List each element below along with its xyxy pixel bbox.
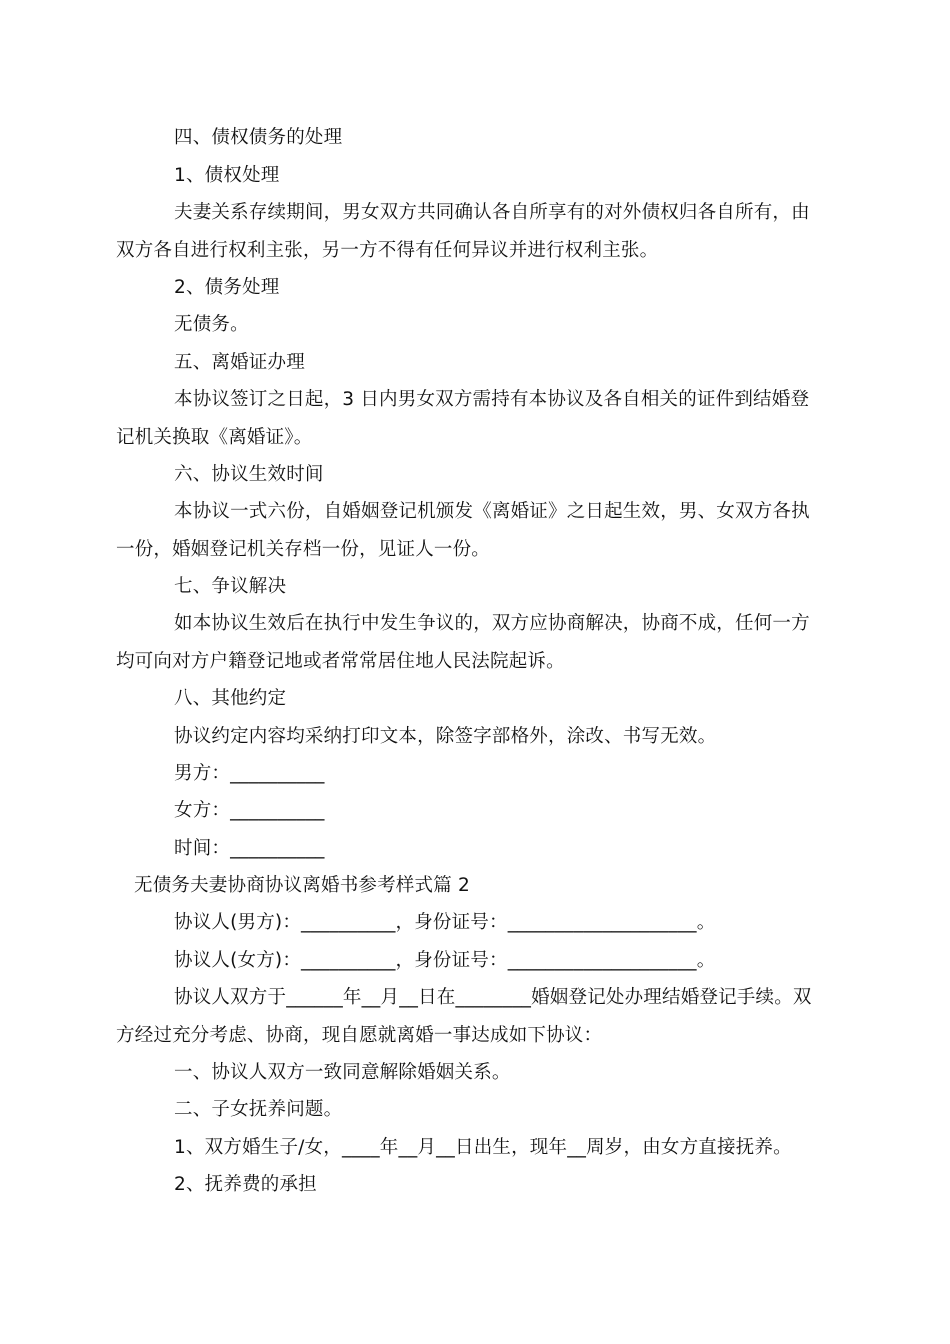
paragraph-line: 双方各自进行权利主张，另一方不得有任何异议并进行权利主张。 [116, 240, 659, 261]
signature-line-female: 女方：__________ [174, 800, 325, 821]
signature-line-date: 时间：__________ [174, 838, 325, 859]
subsection-heading: 2、债务处理 [174, 277, 280, 298]
paragraph-line: 均可向对方户籍登记地或者常常居住地人民法院起诉。 [116, 651, 565, 672]
paragraph-line: 方经过充分考虑、协商，现自愿就离婚一事达成如下协议： [116, 1025, 603, 1046]
paragraph-line: 协议约定内容均采纳打印文本，除签字部格外，涂改、书写无效。 [174, 726, 717, 747]
section-heading: 五、离婚证办理 [174, 352, 305, 373]
subsection-heading: 1、债权处理 [174, 165, 280, 186]
section-heading: 一、协议人双方一致同意解除婚姻关系。 [174, 1062, 511, 1083]
signature-line-male: 男方：__________ [174, 763, 325, 784]
document-title: 无债务夫妻协商协议离婚书参考样式篇 2 [134, 875, 470, 896]
section-heading: 八、其他约定 [174, 688, 287, 709]
paragraph-line: 协议人双方于______年__月__日在________婚姻登记处办理结婚登记手续。双 [174, 987, 812, 1008]
paragraph-line: 本协议签订之日起，3 日内男女双方需持有本协议及各自相关的证件到结婚登 [174, 389, 810, 410]
paragraph-line: 1、双方婚生子/女，____年__月__日出生，现年__周岁，由女方直接抚养。 [174, 1137, 792, 1158]
paragraph-line: 夫妻关系存续期间，男女双方共同确认各自所享有的对外债权归各自所有，由 [174, 202, 810, 223]
paragraph-line: 一份，婚姻登记机关存档一份，见证人一份。 [116, 539, 491, 560]
section-heading: 七、争议解决 [174, 576, 287, 597]
paragraph-line: 本协议一式六份，自婚姻登记机颁发《离婚证》之日起生效，男、女双方各执 [174, 501, 810, 522]
paragraph-line: 如本协议生效后在执行中发生争议的，双方应协商解决，协商不成，任何一方 [174, 613, 810, 634]
party-line-male: 协议人(男方)：__________，身份证号：____________________。 [174, 912, 716, 933]
paragraph-line: 无债务。 [174, 314, 249, 335]
subsection-heading: 2、抚养费的承担 [174, 1174, 317, 1195]
section-heading: 四、债权债务的处理 [174, 127, 343, 148]
party-line-female: 协议人(女方)：__________，身份证号：____________________。 [174, 950, 716, 971]
section-heading: 六、协议生效时间 [174, 464, 324, 485]
paragraph-line: 记机关换取《离婚证》。 [116, 427, 313, 448]
section-heading: 二、子女抚养问题。 [174, 1099, 343, 1120]
